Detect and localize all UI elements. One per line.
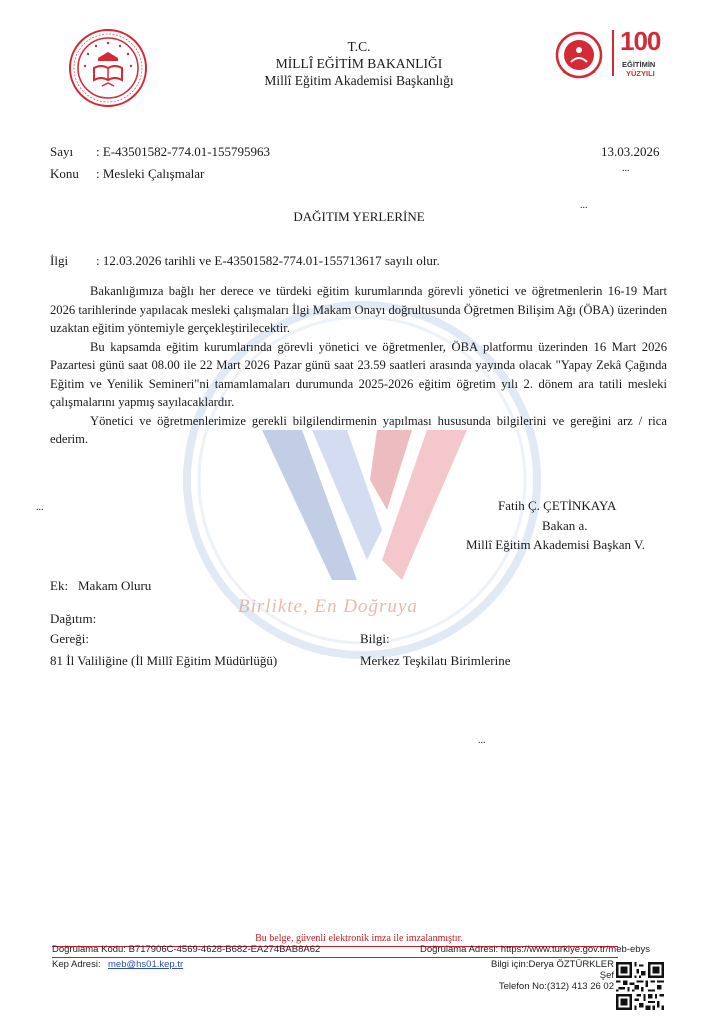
qr-code-icon — [616, 962, 664, 1010]
family-year-badge-icon — [551, 30, 607, 80]
signer-role-2: Millî Eğitim Akademisi Başkan V. — [466, 537, 645, 552]
logo-egitimin: EĞİTİMİN — [622, 60, 656, 69]
ilgi-value: : 12.03.2026 tarihli ve E-43501582-774.01-155713617 sayılı olur. — [96, 253, 440, 268]
info-contact: Bilgi için:Derya ÖZTÜRKLER — [491, 959, 614, 970]
body-text — [50, 282, 667, 449]
phone-number: Telefon No:(312) 413 26 02 — [498, 981, 614, 992]
footer-divider-bottom — [52, 957, 618, 958]
kep-label: Kep Adresi: — [52, 959, 101, 970]
bilgi-label: Bilgi: — [360, 631, 390, 646]
logo-100-number: 100 — [620, 26, 661, 56]
paragraph-2: Bu kapsamda eğitim kurumlarında görevli yönetici ve öğretmenler, ÖBA platformu üzerinden 16 Mart 2026 Pazartesi günü saat 08.00 ile 22 Mart 2026 Pazar günü saat 23.59 saatleri arasında yayında olacak "Yapay Zekâ Çağında Eğitim ve Yenilik Semineri"ni tamamlamaları durumunda 2025-2026 eğitim öğretim yılı 2. dönem ara tatili mesleki çalışmalarını yapmış sayılacaklardır. — [50, 339, 667, 409]
kep-address-link[interactable]: meb@hs01.kep.tr — [108, 959, 184, 970]
header-tc: T.C. — [347, 39, 371, 54]
logo-yuzyili: YÜZYILI — [626, 69, 655, 78]
ek-label: Ek: — [50, 578, 69, 593]
geregi-value: 81 İl Valiliğine (İl Millî Eğitim Müdürlüğü) — [50, 653, 278, 668]
bilgi-value: Merkez Teşkilatı Birimlerine — [360, 653, 511, 668]
document-date: 13.03.2026 — [601, 144, 660, 159]
watermark-slogan: Birlikte, En Doğruya — [238, 596, 418, 617]
header-ministry: MİLLÎ EĞİTİM BAKANLIĞI — [275, 56, 443, 71]
geregi-label: Gereği: — [50, 631, 89, 646]
signer-role-1: Bakan a. — [542, 518, 588, 533]
sayi-label: Sayı — [50, 144, 74, 159]
paragraph-1: Bakanlığımıza bağlı her derece ve türdeki eğitim kurumlarında görevli yönetici ve öğretmenlerin 16-19 Mart 2026 tarihlerinde yapılacak mesleki çalışmaları İlgi Makam Onayı doğrultusunda Öğretmen Bilişim Ağı (ÖBA) üzerinden uzaktan eğitim yöntemiyle gerçekleştirilecektir. — [50, 284, 667, 335]
ek-value: Makam Oluru — [78, 578, 152, 593]
distribution-title: DAĞITIM YERLERİNE — [293, 209, 425, 224]
verification-address: Doğrulama Adresi: https://www.turkiye.gov.tr/meb-ebys — [420, 944, 651, 955]
secure-signature-note: Bu belge, güvenli elektronik imza ile imzalanmıştır. — [255, 933, 463, 944]
ilgi-label: İlgi — [50, 253, 69, 268]
info-title: Şef — [599, 970, 614, 981]
sayi-value: : E-43501582-774.01-155795963 — [96, 144, 271, 159]
header-academy: Millî Eğitim Akademisi Başkanlığı — [264, 73, 454, 88]
logo-divider — [612, 30, 614, 76]
date-dots: ... — [622, 163, 630, 174]
verification-code: Doğrulama Kodu: B717906C-4569-4628-B682-EA274BAB8A62 — [52, 944, 321, 955]
distribution-dots: ... — [478, 735, 486, 746]
body-dots: ... — [36, 502, 44, 513]
signer-name: Fatih Ç. ÇETİNKAYA — [498, 498, 617, 513]
konu-value: : Mesleki Çalışmalar — [96, 166, 205, 181]
paragraph-3: Yönetici ve öğretmenlerimize gerekli bilgilendirmenin yapılması hususunda bilgilerini ve gereğini arz / rica ederim. — [50, 413, 667, 446]
dagitim-label: Dağıtım: — [50, 611, 97, 626]
konu-dots: ... — [580, 200, 588, 211]
konu-label: Konu — [50, 166, 79, 181]
